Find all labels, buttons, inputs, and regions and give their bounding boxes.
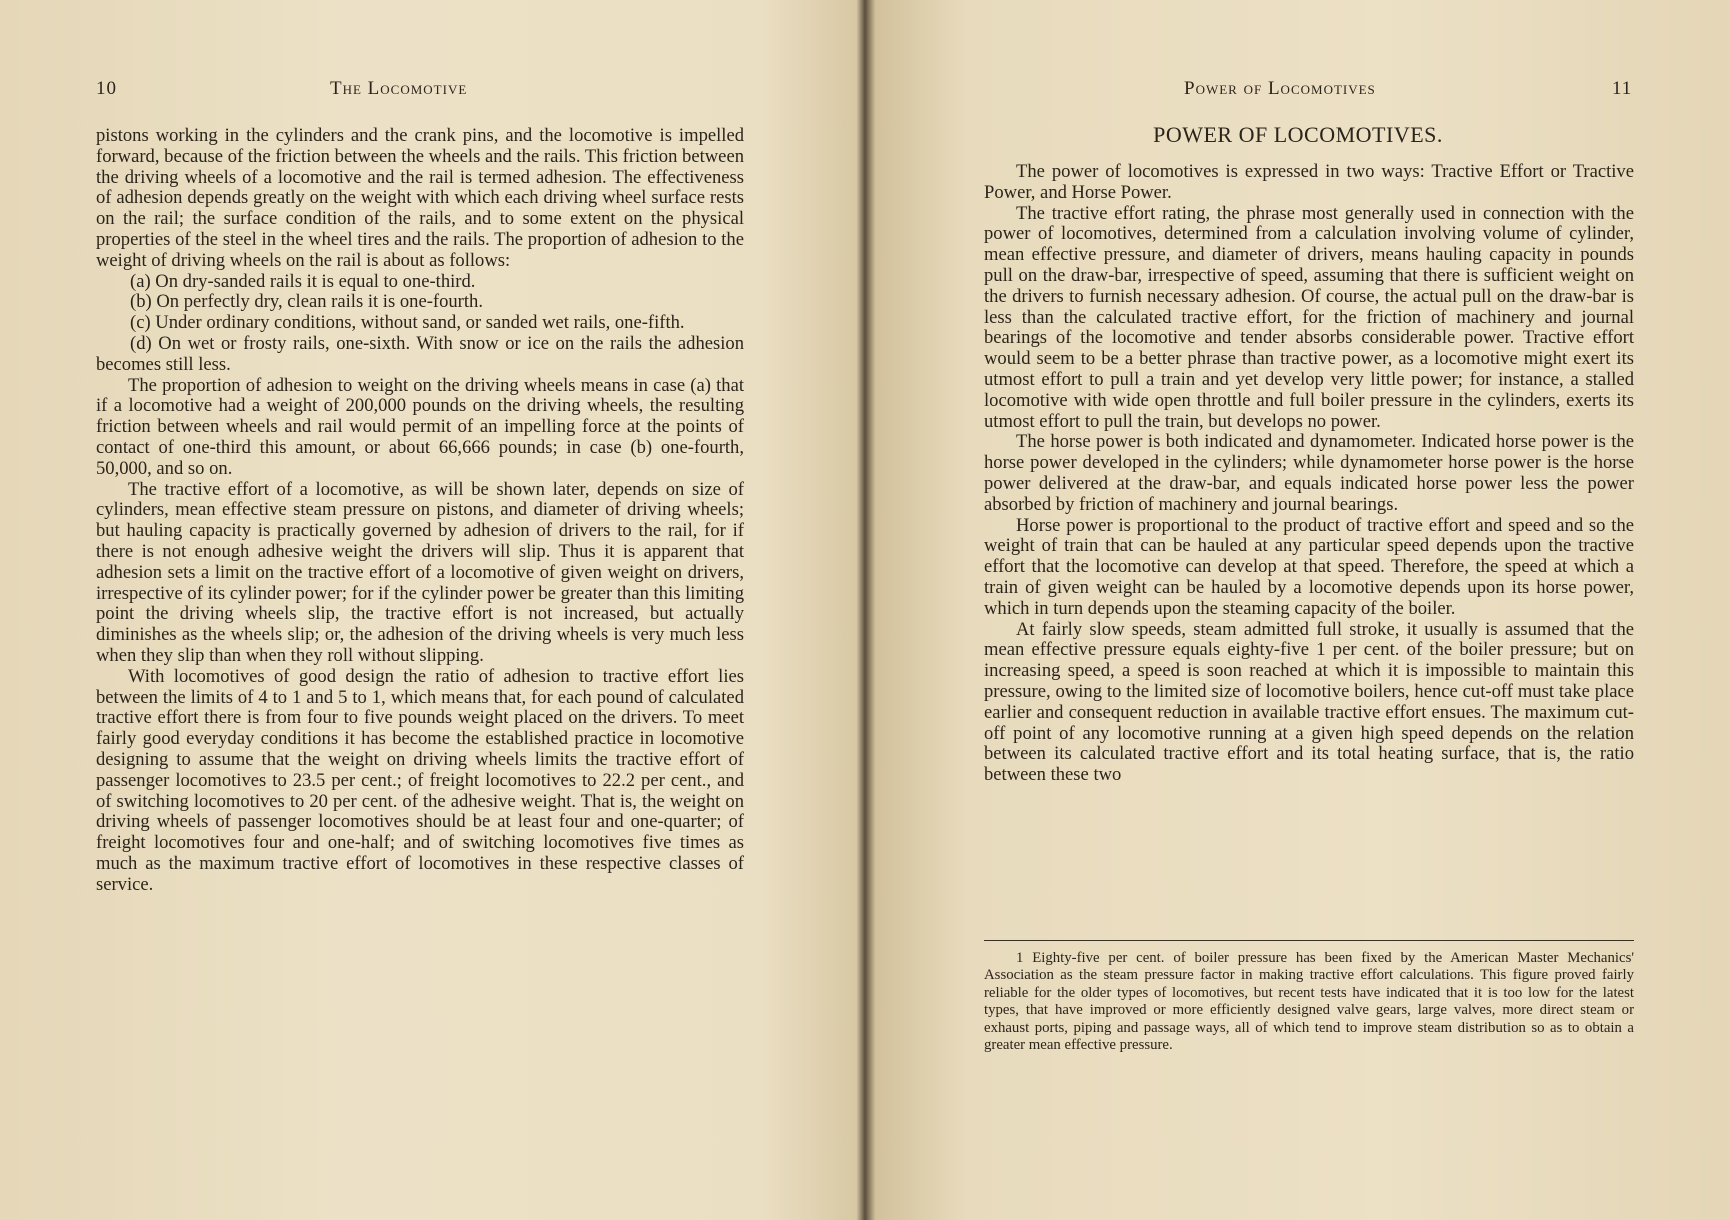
chapter-title: POWER OF LOCOMOTIVES. (1153, 122, 1443, 147)
page-number: 10 (96, 78, 117, 99)
running-head: Power of Locomotives (1184, 78, 1376, 99)
list-item: (d) On wet or frosty rails, one-sixth. With snow or ice on the rails the adhesion becomes still less. (96, 332, 744, 375)
list-item: (b) On perfectly dry, clean rails it is one-fourth. (130, 291, 483, 313)
paragraph: pistons working in the cylinders and the crank pins, and the locomotive is impelled forward, because of the friction between the wheels and the rails. This friction between the driving wheels of a locomotive and the rail is termed adhesion. The effectiveness of adhesion depends greatly on the weight with which each driving wheel surface rests on the rail; the surface condition of the rails, and to some extent on the physical properties of the steel in the wheel tires and the rails. The proportion of adhesion to the weight of driving wheels on the rail is about as follows: (96, 125, 744, 271)
paragraph: With locomotives of good design the ratio of adhesion to tractive effort lies between the limits of 4 to 1 and 5 to 1, which means that, for each pound of calculated tractive effort there is from four to five pounds weight placed on the drivers. To meet fairly good everyday conditions it has become the established practice in locomotive designing to assume that the weight on driving wheels limits the tractive effort of passenger locomotives to 23.5 per cent.; of freight locomotives to 22.2 per cent., and of switching locomotives to 20 per cent. of the adhesive weight. That is, the weight on driving wheels of passenger locomotives should be at least four and one-quarter; of freight locomotives four and one-half; and of switching locomotives five times as much as the maximum tractive effort of locomotives in these respective classes of service. (96, 665, 744, 895)
paragraph: The power of locomotives is expressed in two ways: Tractive Effort or Tractive Power, and Horse Power. (984, 161, 1634, 203)
footnote (984, 950, 1634, 1054)
paragraph: At fairly slow speeds, steam admitted full stroke, it usually is assumed that the mean effective pressure equals eighty-five 1 per cent. of the boiler pressure; but on increasing speed, a speed is soon reached at which it is impossible to maintain this pressure, owing to the limited size of locomotive boilers, hence cut-off must take place earlier and consequent reduction in available tractive effort ensues. The maximum cut-off point of any locomotive running at a given high speed depends on the relation between its calculated tractive effort and its total heating surface, that is, the ratio between these two (984, 618, 1634, 786)
paragraph: The tractive effort of a locomotive, as will be shown later, depends on size of cylinders, mean effective steam pressure on pistons, and diameter of driving wheels; but hauling capacity is practically governed by adhesion of drivers to the rail, for if there is not enough adhesive weight the drivers will slip. Thus it is apparent that adhesion sets a limit on the tractive effort of a locomotive of given weight on drivers, irrespective of its cylinder power; for if the cylinder power be greater than this limiting point the driving wheels slip, the tractive effort is not increased, but actually diminishes as the wheels slip; or, the adhesion of the driving wheels is very much less when they slip than when they roll without slipping. (96, 478, 744, 666)
footnote-rule (984, 940, 1634, 941)
paragraph: The proportion of adhesion to weight on the driving wheels means in case (a) that if a locomotive had a weight of 200,000 pounds on the driving wheels, the resulting friction between wheels and rail would permit of an impelling force at the points of contact of one-third this amount, or about 66,666 pounds; in case (b) one-fourth, 50,000, and so on. (96, 374, 744, 479)
page-number: 11 (1612, 78, 1633, 99)
left-page (0, 0, 860, 1220)
paragraph: Horse power is proportional to the product of tractive effort and speed and so the weight of train that can be hauled at any particular speed depends upon the tractive effort that the locomotive can develop at that speed. Therefore, the speed at which a train of given weight can be hauled by a locomotive depends upon its horse power, which in turn depends upon the steaming capacity of the boiler. (984, 514, 1634, 619)
paragraph: The tractive effort rating, the phrase most generally used in connection with the power of locomotives, determined from a calculation involving volume of cylinder, mean effective pressure, and diameter of drivers, means hauling capacity in pounds pull on the draw-bar, irrespective of speed, assuming that there is sufficient weight on the drivers to furnish necessary adhesion. Of course, the actual pull on the draw-bar is less than the calculated tractive effort, for the friction of machinery and journal bearings of the locomotive and tender absorbs considerable power. Tractive effort would seem to be a better phrase than tractive power, as a locomotive might exert its utmost effort to pull a train and yet develop very little power; for instance, a stalled locomotive with wide open throttle and full boiler pressure in the cylinders, exerts its utmost effort to pull the train, but develops no power. (984, 202, 1634, 432)
list-item: (a) On dry-sanded rails it is equal to one-third. (130, 270, 476, 292)
list-item: (c) Under ordinary conditions, without sand, or sanded wet rails, one-fifth. (130, 312, 685, 334)
paragraph: The horse power is both indicated and dynamometer. Indicated horse power is the horse power developed in the cylinders; while dynamometer horse power is the horse power delivered at the draw-bar, and equals indicated horse power less the power absorbed by friction of machinery and journal bearings. (984, 431, 1634, 515)
footnote-text: 1 Eighty-five per cent. of boiler pressure has been fixed by the American Master Mechanics' Association as the steam pressure factor in making tractive effort calculations. This figure proved fairly reliable for the older types of locomotives, but recent tests have indicated that it is too low for the latest types, that have improved or more efficiently designed valve gears, large valves, more direct steam or exhaust ports, piping and passage ways, all of which tend to improve steam distribution so as to obtain a greater mean effective pressure. (984, 950, 1634, 1054)
running-head: The Locomotive (330, 78, 468, 99)
body-text (96, 126, 744, 895)
body-text (984, 162, 1634, 786)
right-page (866, 0, 1730, 1220)
